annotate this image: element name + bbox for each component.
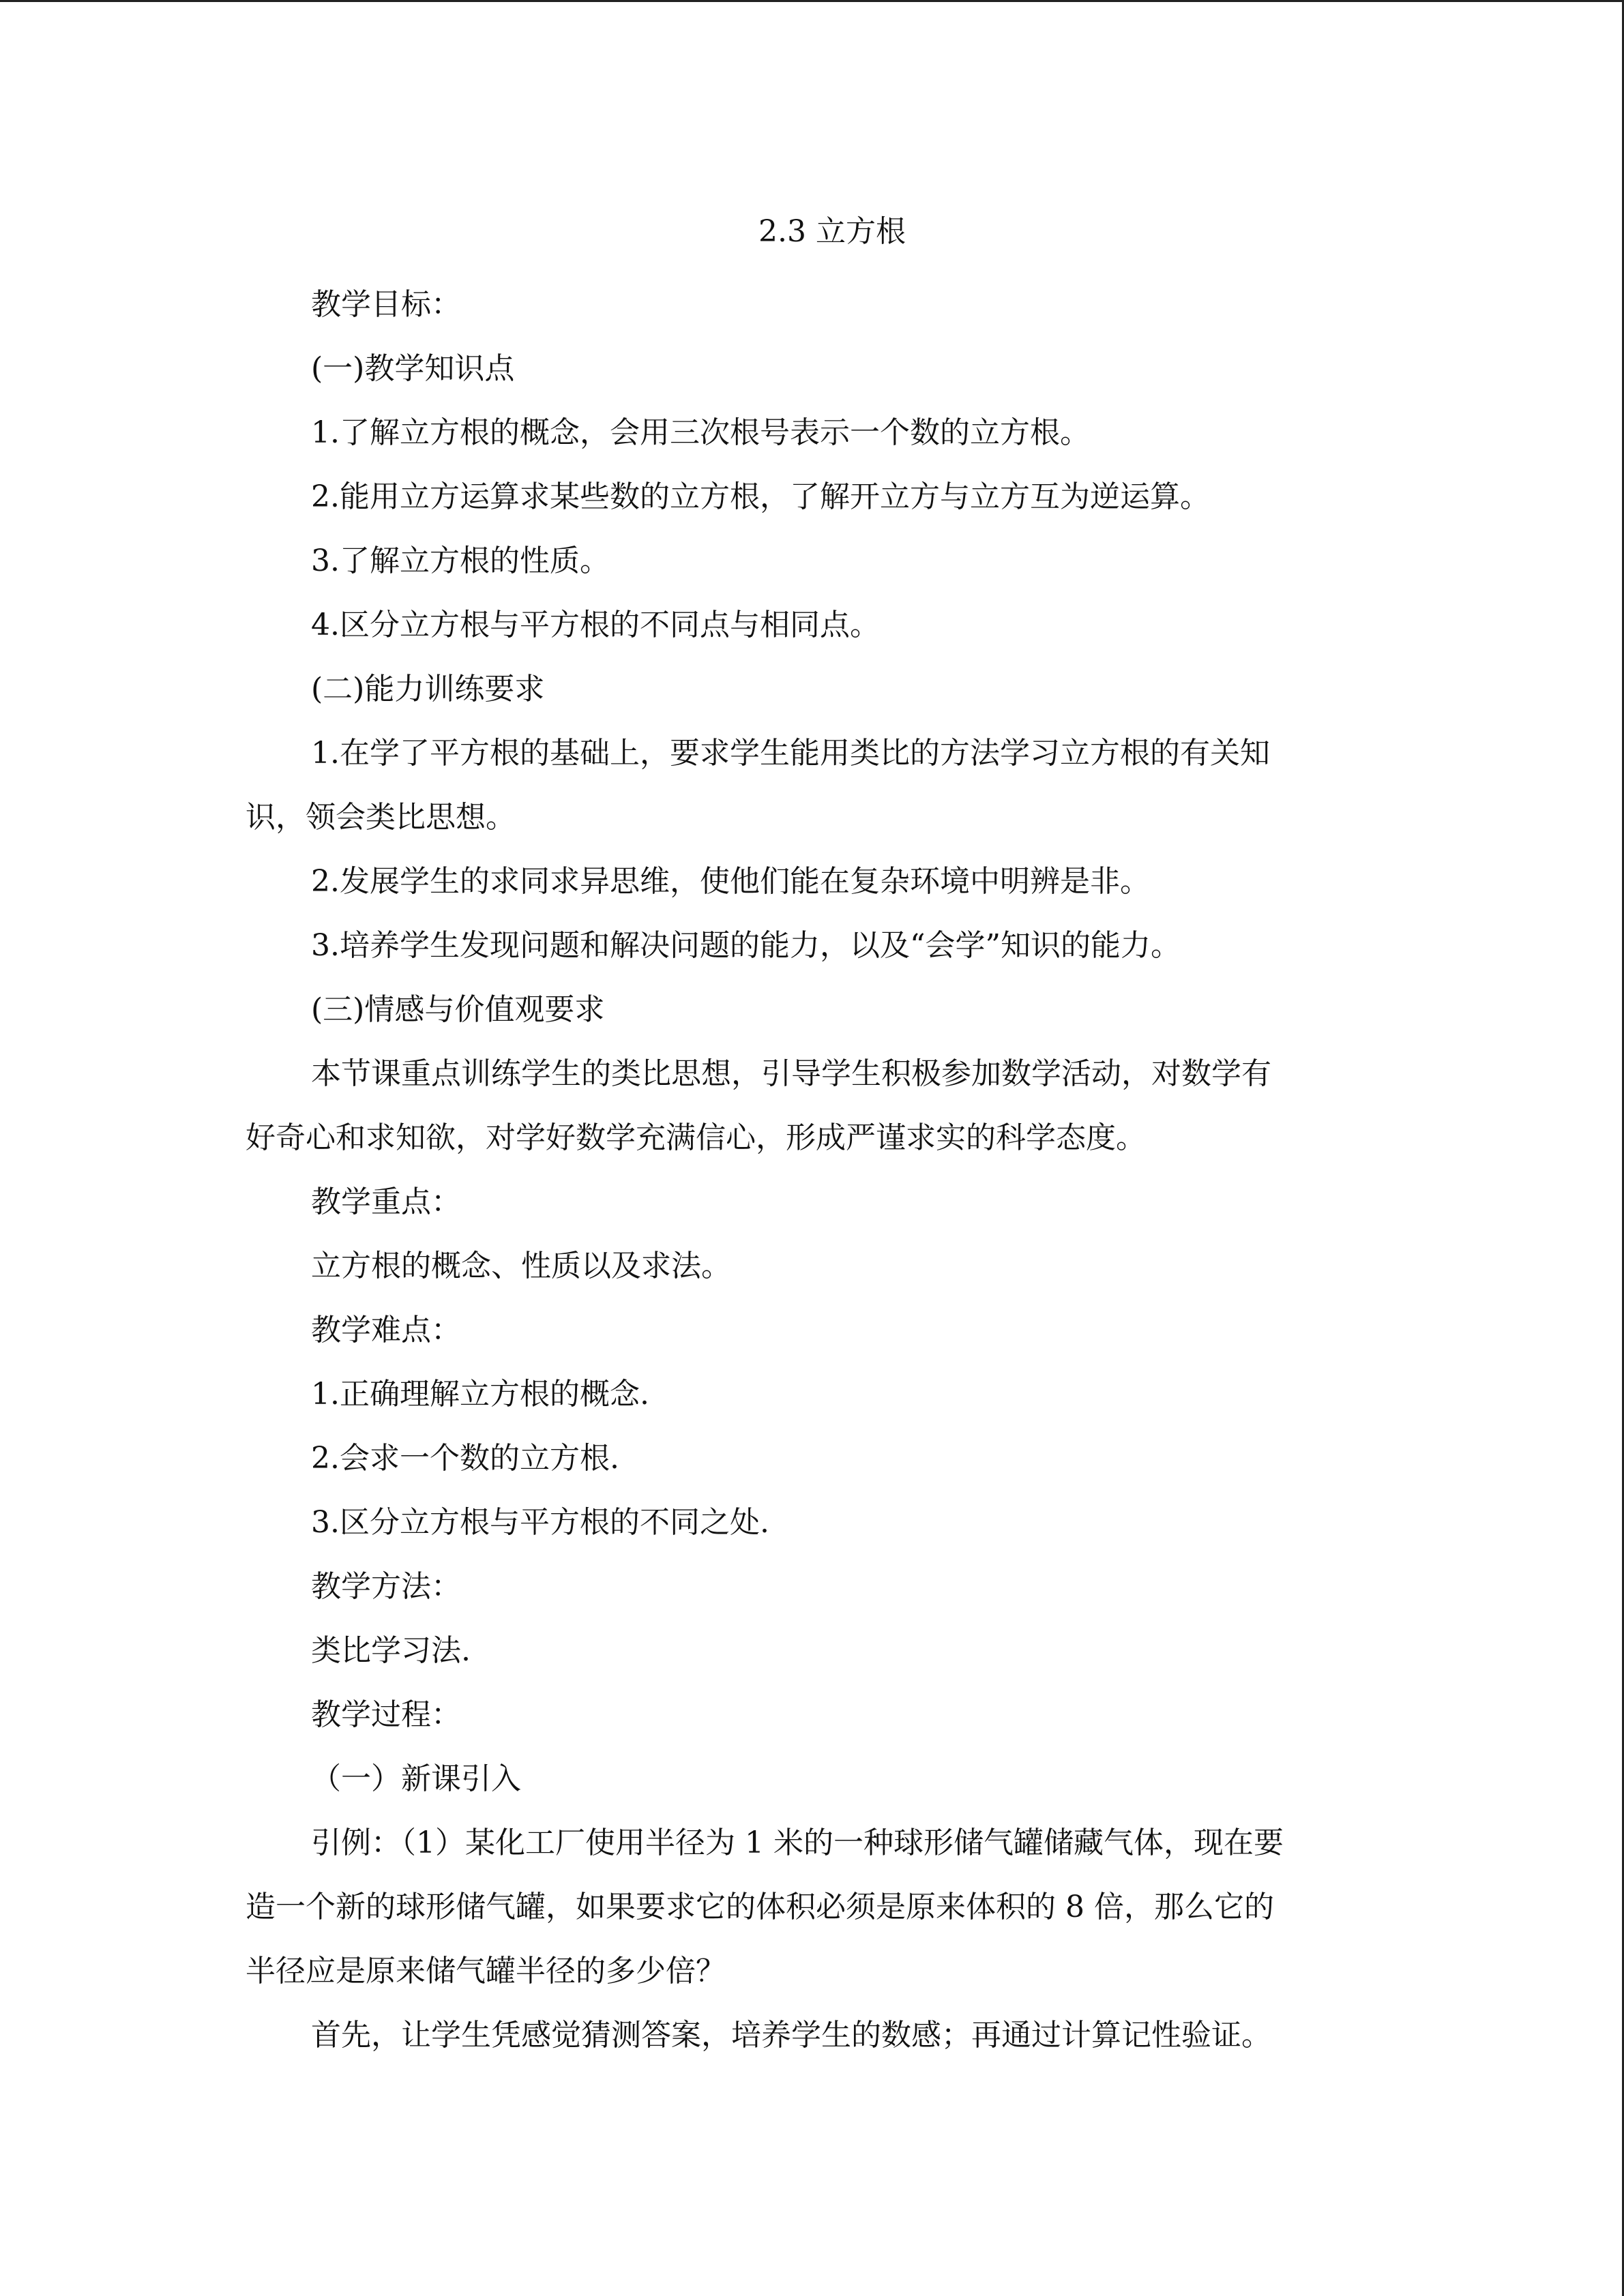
paragraph — [246, 1555, 1378, 1619]
paragraph — [246, 1234, 1378, 1298]
text-line: 好奇心和求知欲，对学好数学充满信心，形成严谨求实的科学态度。 — [246, 1120, 1146, 1155]
paragraph — [246, 465, 1378, 529]
text-line: 首先，让学生凭感觉猜测答案，培养学生的数感；再通过计算记性验证。 — [311, 2018, 1271, 2053]
text-line: 4.区分立方根与平方根的不同点与相同点。 — [311, 608, 880, 642]
text-line: （一）新课引入 — [311, 1761, 521, 1796]
paragraph — [246, 1491, 1378, 1555]
text-line: 3.区分立方根与平方根的不同之处. — [311, 1505, 769, 1540]
text-line: 立方根的概念、性质以及求法。 — [311, 1249, 731, 1283]
paragraph — [246, 2003, 1378, 2068]
document-title: 2.3 立方根 — [758, 214, 906, 249]
text-line: 2.发展学生的求同求异思维，使他们能在复杂环境中明辨是非。 — [311, 864, 1150, 899]
text-line: 本节课重点训练学生的类比思想，引导学生积极参加数学活动，对数学有 — [311, 1056, 1271, 1091]
text-line: 造一个新的球形储气罐，如果要求它的体积必须是原来体积的 8 倍，那么它的 — [246, 1890, 1274, 1924]
paragraph — [246, 1811, 1378, 2003]
text-line: 教学目标： — [311, 287, 461, 322]
text-line: (三)情感与价值观要求 — [311, 992, 605, 1027]
paragraph — [246, 978, 1378, 1042]
document-body — [246, 209, 1378, 2068]
text-line: 引例：（1）某化工厂使用半径为 1 米的一种球形储气罐储藏气体，现在要 — [311, 1825, 1284, 1860]
text-line: 类比学习法. — [311, 1633, 471, 1668]
text-line: 1.正确理解立方根的概念. — [311, 1377, 649, 1412]
paragraph — [246, 1619, 1378, 1683]
text-line: 2.会求一个数的立方根. — [311, 1441, 619, 1476]
paragraph — [246, 1747, 1378, 1811]
paragraph — [246, 401, 1378, 465]
text-line: 2.能用立方运算求某些数的立方根，了解开立方与立方互为逆运算。 — [311, 479, 1210, 514]
text-line: 教学重点： — [311, 1184, 461, 1219]
paragraph — [246, 1170, 1378, 1234]
text-line: 半径应是原来储气罐半径的多少倍？ — [246, 1954, 726, 1988]
paragraph — [246, 337, 1378, 401]
paragraph — [246, 1427, 1378, 1491]
paragraph — [246, 1042, 1378, 1170]
text-line: (一)教学知识点 — [311, 351, 515, 386]
paragraph — [246, 1298, 1378, 1362]
text-line: 3.了解立方根的性质。 — [311, 543, 610, 578]
text-line: 教学方法： — [311, 1569, 461, 1604]
text-line: 教学过程： — [311, 1697, 461, 1732]
paragraph — [246, 273, 1378, 337]
paragraph — [246, 1362, 1378, 1427]
paragraph-list — [246, 273, 1378, 2068]
text-line: 识，领会类比思想。 — [246, 800, 516, 835]
paragraph — [246, 1683, 1378, 1747]
paragraph — [246, 914, 1378, 978]
paragraph — [246, 657, 1378, 721]
paragraph — [246, 721, 1378, 850]
text-line: 教学难点： — [311, 1313, 461, 1347]
text-line: 1.在学了平方根的基础上，要求学生能用类比的方法学习立方根的有关知 — [311, 736, 1270, 771]
text-line: 3.培养学生发现问题和解决问题的能力，以及“会学”知识的能力。 — [311, 928, 1181, 963]
paragraph — [246, 593, 1378, 657]
paragraph — [246, 850, 1378, 914]
paragraph — [246, 529, 1378, 593]
text-line: 1.了解立方根的概念，会用三次根号表示一个数的立方根。 — [311, 415, 1090, 450]
text-line: (二)能力训练要求 — [311, 672, 545, 706]
